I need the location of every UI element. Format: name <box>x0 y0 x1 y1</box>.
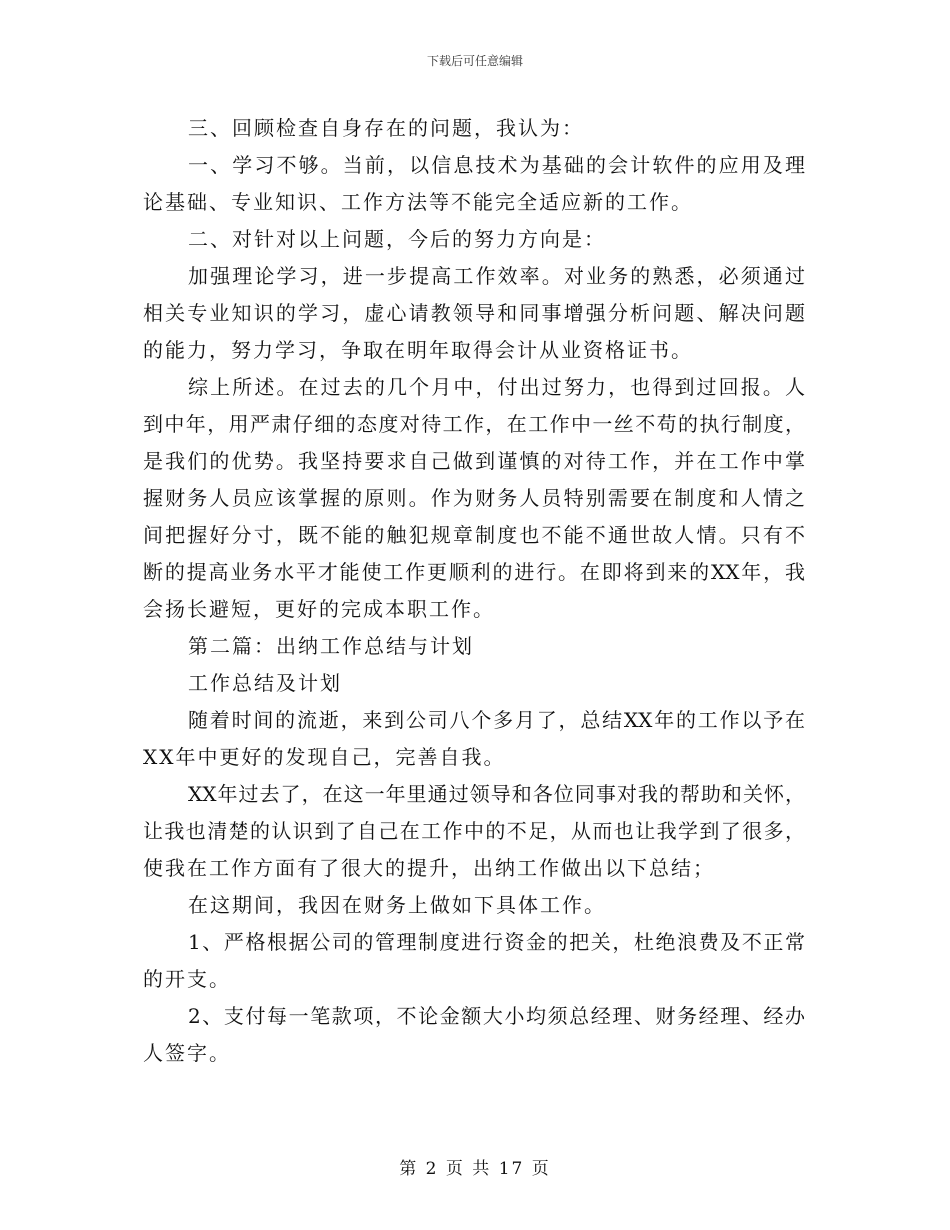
text-line: 人签字。 <box>143 1041 231 1065</box>
text-line: 第二篇：出纳工作总结与计划 <box>188 634 474 658</box>
text-line: 在这期间，我因在财务上做如下具体工作。 <box>188 893 606 917</box>
text-line: XX年中更好的发现自己，完善自我。 <box>143 745 506 769</box>
text-line: 会扬长避短，更好的完成本职工作。 <box>143 597 495 621</box>
text-line: 论基础、专业知识、工作方法等不能完全适应新的工作。 <box>143 190 693 214</box>
text-line: 让我也清楚的认识到了自己在工作中的不足，从而也让我学到了很多， <box>143 819 805 843</box>
text-line: 到中年，用严肃仔细的态度对待工作，在工作中一丝不苟的执行制度， <box>143 412 805 436</box>
text-line: 加强理论学习，进一步提高工作效率。对业务的熟悉，必须通过 <box>188 264 805 288</box>
text-line: 1、严格根据公司的管理制度进行资金的把关，杜绝浪费及不正常 <box>188 930 805 954</box>
text-line: 握财务人员应该掌握的原则。作为财务人员特别需要在制度和人情之 <box>143 486 805 510</box>
text-line: 随着时间的流逝，来到公司八个多月了，总结XX年的工作以予在 <box>188 708 805 732</box>
text-line: 是我们的优势。我坚持要求自己做到谨慎的对待工作，并在工作中掌 <box>143 449 805 473</box>
text-line: 二、对针对以上问题，今后的努力方向是： <box>188 227 606 251</box>
text-line: 一、学习不够。当前，以信息技术为基础的会计软件的应用及理 <box>188 153 805 177</box>
text-line: 的能力，努力学习，争取在明年取得会计从业资格证书。 <box>143 338 693 362</box>
text-line: 工作总结及计划 <box>188 671 342 695</box>
text-line: 使我在工作方面有了很大的提升，出纳工作做出以下总结； <box>143 856 715 880</box>
header-note: 下载后可任意编辑 <box>426 54 523 68</box>
text-line: 断的提高业务水平才能使工作更顺利的进行。在即将到来的XX年，我 <box>143 560 805 584</box>
text-line: 的开支。 <box>143 967 231 991</box>
document-body <box>143 110 805 1072</box>
text-line: 三、回顾检查自身存在的问题，我认为： <box>188 116 584 140</box>
text-line: 综上所述。在过去的几个月中，付出过努力，也得到过回报。人 <box>188 375 805 399</box>
text-line: 2、支付每一笔款项，不论金额大小均须总经理、财务经理、经办 <box>188 1004 805 1028</box>
text-line: 间把握好分寸，既不能的触犯规章制度也不能不通世故人情。只有不 <box>143 523 805 547</box>
text-line: 相关专业知识的学习，虚心请教领导和同事增强分析问题、解决问题 <box>143 301 805 325</box>
text-line: XX年过去了，在这一年里通过领导和各位同事对我的帮助和关怀， <box>188 782 805 806</box>
page-number: 第 2 页 共 17 页 <box>399 1159 551 1179</box>
